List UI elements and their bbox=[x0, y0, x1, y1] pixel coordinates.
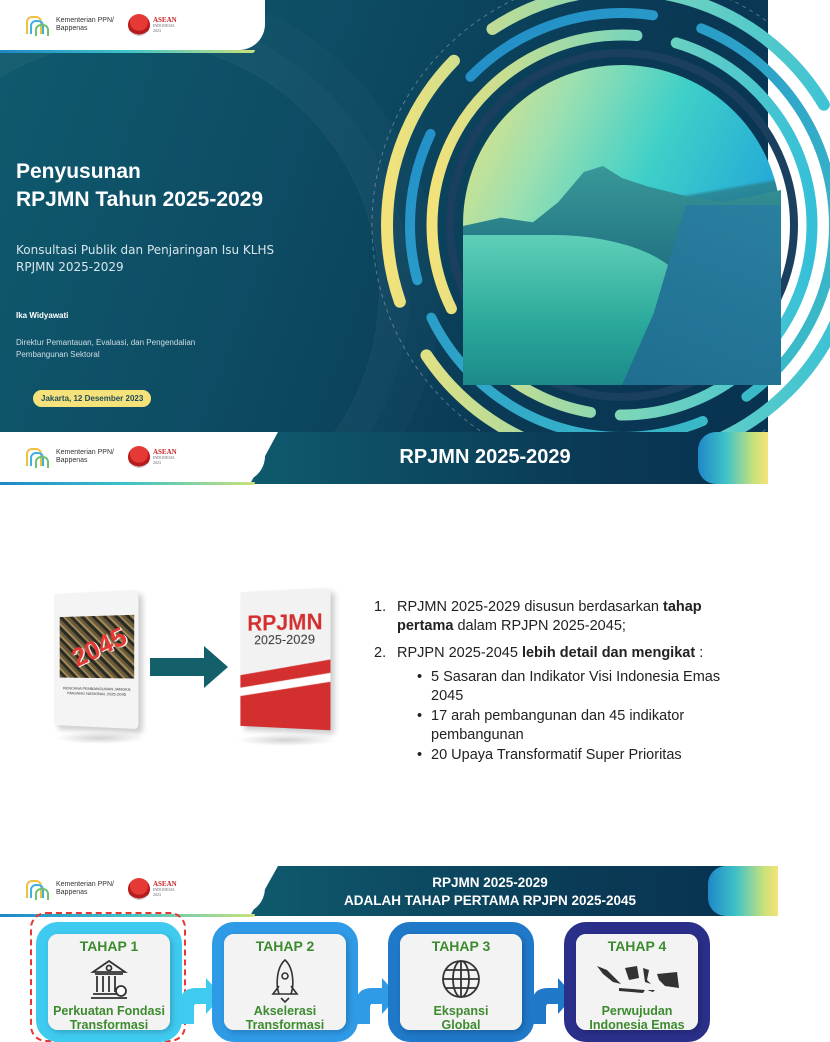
role-line1: Direktur Pemantauan, Evaluasi, dan Pengendalian bbox=[16, 338, 196, 347]
slide-subtitle bbox=[16, 242, 274, 276]
date-badge: Jakarta, 12 Desember 2023 bbox=[33, 390, 151, 407]
title-line1: Penyusunan bbox=[16, 160, 141, 183]
asean-sub2: 2023 bbox=[152, 460, 161, 465]
subtitle-line2: RPJMN 2025-2029 bbox=[16, 260, 124, 274]
bappenas-logo-icon bbox=[26, 14, 50, 36]
logo-bar bbox=[0, 432, 265, 482]
bullet-item: • 20 Upaya Transformatif Super Prioritas bbox=[417, 746, 752, 765]
asean-title: ASEAN bbox=[152, 448, 177, 456]
book-caption: RENCANA PEMBANGUNAN JANGKA PANJANG NASIONAL 2025-2045 bbox=[63, 685, 131, 697]
ministry-name-line1: Kementerian PPN/ bbox=[56, 17, 114, 24]
slide-header-title bbox=[250, 874, 730, 910]
slide-tahapan[interactable] bbox=[0, 864, 768, 1032]
logo-bar bbox=[0, 0, 265, 50]
header-line1: RPJMN 2025-2029 bbox=[432, 875, 548, 890]
asean-sub2: 2023 bbox=[152, 28, 161, 33]
asean-sub2: 2023 bbox=[152, 892, 161, 897]
rocket-icon bbox=[270, 958, 300, 1004]
bappenas-logo-icon bbox=[26, 446, 50, 468]
stage-name: Perwujudan Indonesia Emas bbox=[589, 1004, 685, 1032]
asean-logo-icon bbox=[128, 14, 150, 36]
bappenas-logo bbox=[26, 446, 114, 468]
ministry-name-line2: Bappenas bbox=[56, 457, 88, 464]
book-years: 2025-2029 bbox=[254, 631, 316, 648]
stage-name: Akselerasi Transformasi bbox=[245, 1004, 325, 1032]
stage-label: TAHAP 2 bbox=[255, 938, 315, 954]
arrow-right-icon bbox=[150, 646, 228, 688]
stage-card-1[interactable] bbox=[36, 922, 182, 1042]
subtitle-line1: Konsultasi Publik dan Penjaringan Isu KLHS bbox=[16, 243, 275, 257]
stage-card-4[interactable] bbox=[564, 922, 710, 1042]
book-number: 2045 bbox=[67, 620, 132, 673]
bappenas-logo-icon bbox=[26, 878, 50, 900]
book-title: RPJMN bbox=[247, 608, 323, 636]
list-item: 1. RPJMN 2025-2029 disusun berdasarkan tahap pertama dalam RPJPN 2025-2045; bbox=[374, 599, 702, 634]
slide-header-title: RPJMN 2025-2029 bbox=[399, 446, 571, 468]
asean-logo-icon bbox=[128, 878, 150, 900]
presenter-role bbox=[16, 337, 195, 361]
role-line2: Pembangunan Sektoral bbox=[16, 350, 100, 359]
komodo-island-photo bbox=[463, 65, 781, 383]
sub-bullets bbox=[397, 668, 752, 765]
stage-label: TAHAP 1 bbox=[79, 938, 139, 954]
asean-sub1: INDONESIA bbox=[152, 887, 175, 892]
stage-label: TAHAP 4 bbox=[607, 938, 667, 954]
asean-logo bbox=[128, 446, 177, 468]
rpjmn-book-cover bbox=[240, 588, 330, 731]
rpjmn-points-list bbox=[372, 598, 752, 773]
bank-icon bbox=[89, 958, 129, 1000]
presenter-name: Ika Widyawati bbox=[16, 311, 69, 320]
bullet-item: • 17 arah pembangunan dan 45 indikator pembangunan bbox=[417, 707, 752, 745]
title-line2: RPJMN Tahun 2025-2029 bbox=[16, 188, 264, 211]
header-line2: ADALAH TAHAP PERTAMA RPJPN 2025-2045 bbox=[343, 893, 637, 908]
asean-title: ASEAN bbox=[152, 16, 177, 24]
stage-name: Perkuatan Fondasi Transformasi bbox=[53, 1004, 165, 1032]
asean-logo bbox=[128, 14, 177, 36]
list-item: 2. RPJPN 2025-2045 lebih detail dan mengikat : • 5 Sasaran dan Indikator Visi Indonesia Emas 2045 • 17 arah pembangunan dan 45 indikator pembangunan • 20 Upaya Transformatif Super Prioritas bbox=[372, 644, 752, 765]
ministry-name-line2: Bappenas bbox=[56, 25, 88, 32]
asean-logo-icon bbox=[128, 446, 150, 468]
slide-rpjmn[interactable] bbox=[0, 432, 768, 864]
stage-card-2[interactable] bbox=[212, 922, 358, 1042]
stage-card-3[interactable] bbox=[388, 922, 534, 1042]
logo-bar bbox=[0, 864, 265, 914]
asean-sub1: INDONESIA bbox=[152, 23, 175, 28]
ministry-name-line1: Kementerian PPN/ bbox=[56, 449, 114, 456]
asean-logo bbox=[128, 878, 177, 900]
stage-label: TAHAP 3 bbox=[431, 938, 491, 954]
globe-icon bbox=[440, 958, 482, 1000]
ministry-name-line1: Kementerian PPN/ bbox=[56, 881, 114, 888]
rpjpn-book-cover bbox=[54, 590, 138, 729]
ministry-name-line2: Bappenas bbox=[56, 889, 88, 896]
slide-title[interactable] bbox=[0, 0, 768, 432]
slide-title-heading bbox=[16, 158, 263, 214]
indonesia-map-icon bbox=[595, 962, 679, 996]
stage-name: Ekspansi Global bbox=[433, 1004, 489, 1032]
asean-sub1: INDONESIA bbox=[152, 455, 175, 460]
bullet-item: • 5 Sasaran dan Indikator Visi Indonesia Emas 2045 bbox=[417, 668, 752, 706]
asean-title: ASEAN bbox=[152, 880, 177, 888]
bappenas-logo bbox=[26, 878, 114, 900]
bappenas-logo bbox=[26, 14, 114, 36]
